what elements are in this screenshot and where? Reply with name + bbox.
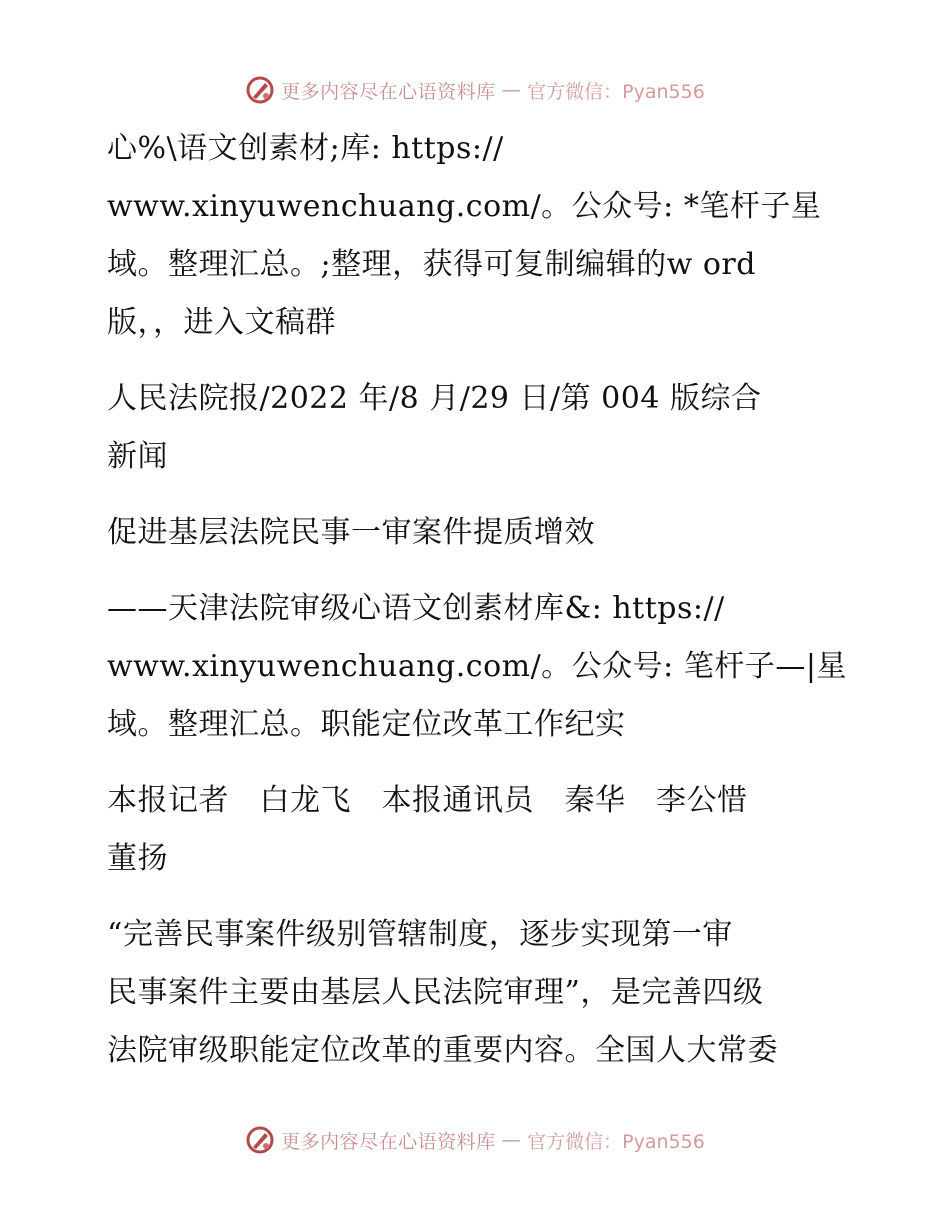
quill-seal-icon [245, 1125, 275, 1155]
text-line: 域。整理汇总。职能定位改革工作纪实 [107, 707, 626, 742]
banner-wechat-text: 官方微信：Pyan556 [527, 1130, 705, 1153]
text-line: 本报记者 白龙飞 本报通讯员 秦华 李公惜 [107, 783, 748, 818]
body-paragraph [97, 906, 857, 1080]
header-banner [0, 70, 950, 110]
text-line: www.xinyuwenchuang.com/。公众号: *笔杆子星 [107, 189, 822, 224]
banner-wechat-text: 官方微信：Pyan556 [527, 80, 705, 103]
document-body [97, 120, 857, 1098]
text-line: 促进基层法院民事一审案件提质增效 [107, 515, 595, 550]
text-line: 新闻 [107, 439, 168, 474]
text-line: 版，，进入文稿群 [107, 305, 336, 340]
text-line: 人民法院报/2022 年/8 月/29 日/第 004 版综合 [107, 381, 762, 416]
quill-seal-icon [245, 75, 275, 105]
text-line: 心%\语文创素材;库: https:// [107, 131, 504, 166]
text-line: ——天津法院审级心语文创素材库&: https:// [107, 591, 725, 626]
text-line: 域。整理汇总。;整理，获得可复制编辑的w ord [107, 247, 756, 282]
source-paragraph [97, 370, 857, 486]
banner-main-text: 更多内容尽在心语资料库 [281, 80, 496, 103]
text-line: www.xinyuwenchuang.com/。公众号: 笔杆子—|星 [107, 649, 847, 684]
banner-main-text: 更多内容尽在心语资料库 [281, 1130, 496, 1153]
text-line: “完善民事案件级别管辖制度，逐步实现第一审 [107, 917, 733, 952]
banner-dash: — [501, 1129, 522, 1151]
text-line: 法院审级职能定位改革的重要内容。全国人大常委 [107, 1033, 778, 1068]
footer-banner [0, 1120, 950, 1160]
article-title [97, 504, 857, 562]
article-subtitle [97, 580, 857, 754]
text-line: 民事案件主要由基层人民法院审理”，是完善四级 [107, 975, 764, 1010]
byline [97, 772, 857, 888]
banner-dash: — [501, 79, 522, 101]
text-line: 董扬 [107, 841, 168, 876]
intro-paragraph [97, 120, 857, 352]
